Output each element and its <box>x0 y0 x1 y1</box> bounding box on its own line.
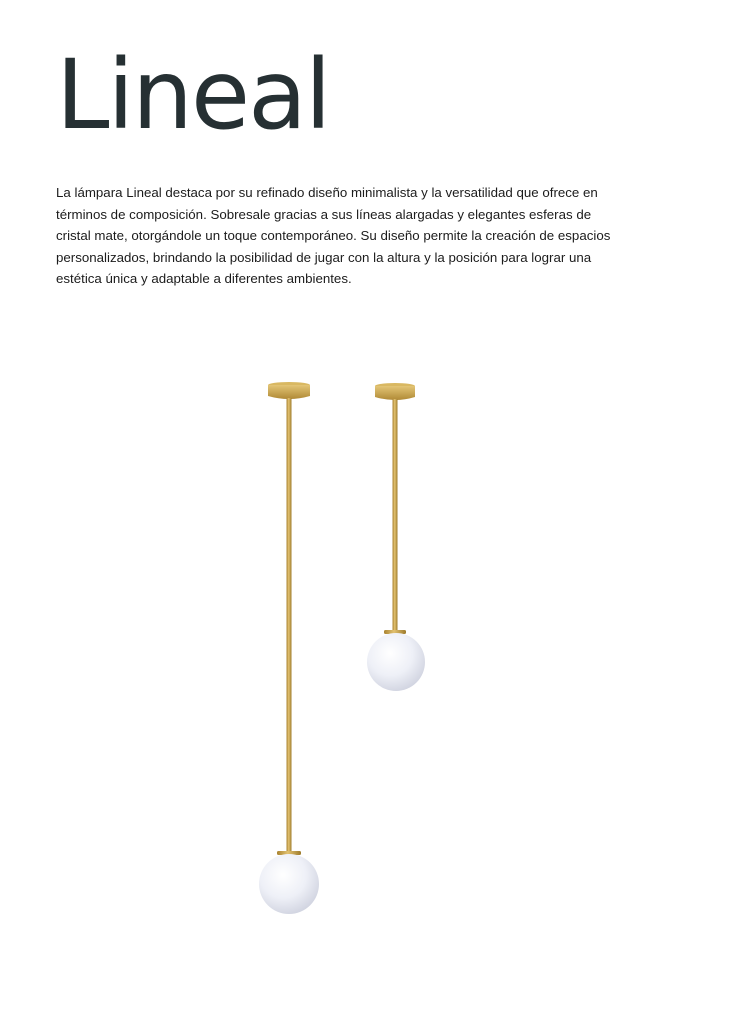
page-title: Lineal <box>56 39 330 151</box>
glass-sphere <box>367 633 425 691</box>
glass-sphere <box>259 854 319 914</box>
brass-rod <box>393 399 398 630</box>
ceiling-canopy <box>375 386 415 400</box>
short-pendant-lamp <box>367 383 425 691</box>
ceiling-canopy <box>268 385 310 399</box>
long-pendant-lamp <box>259 382 319 914</box>
product-description: La lámpara Lineal destaca por su refinado diseño minimalista y la versatilidad que ofrece en términos de composición. Sobresale gracias a sus líneas alargadas y elegantes esferas de cristal mate, otorgándole un toque contemporáneo. Su diseño permite la creación de espacios personalizados, brindando la posibilidad de jugar con la altura y la posición para lograr una estética única y adaptable a diferentes ambientes. <box>56 185 611 286</box>
brass-rod <box>287 398 292 851</box>
